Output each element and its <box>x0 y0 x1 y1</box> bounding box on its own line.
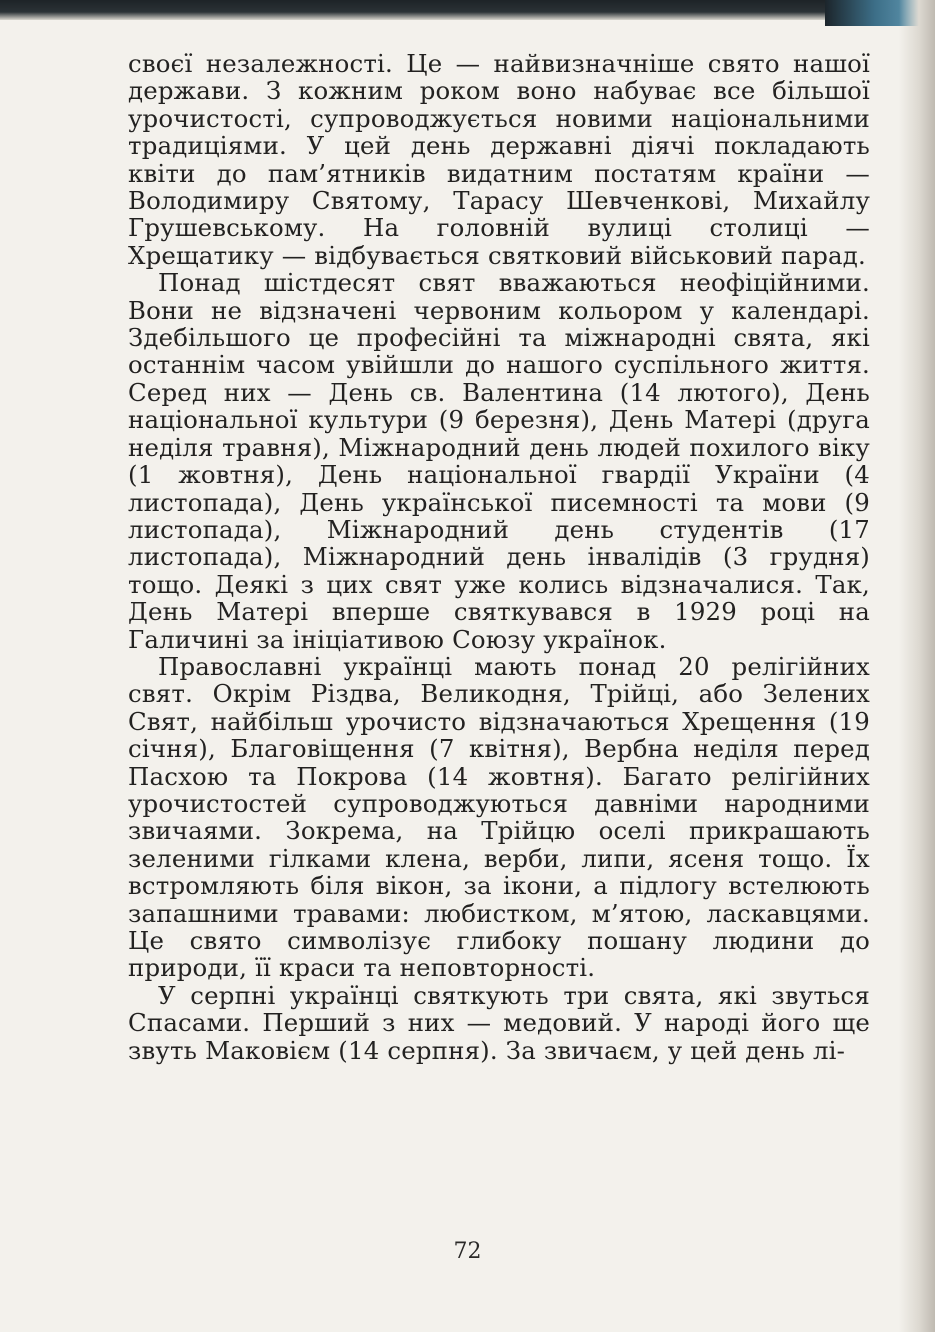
paragraph-unofficial-holidays: Понад шістдесят свят вважаються неофіційними. Вони не відзначені червоним кольором у календарі. Здебільшого це професійні та міжнародні свята, які останнім часом увійшли до нашого суспільного життя. Серед них — День св. Валентина (14 лютого), День національної культури (9 березня), День Матері (друга неділя травня), Міжнародний день людей похилого віку (1 жовтня), День національної гвардії України (4 листопада), День української писемності та мови (9 листопада), Міжнародний день студентів (17 листопада), Міжнародний день інвалідів (3 грудня) тощо. Деякі з цих свят уже колись відзначалися. Так, День Матері вперше святкувався в 1929 році на Галичині за ініціативою Союзу українок. <box>128 268 870 654</box>
page-edge-shadow <box>899 0 935 1332</box>
scan-top-edge <box>0 0 935 20</box>
page-text <box>128 50 870 1064</box>
paragraph-continued: своєї незалежності. Це — найвизначніше свято нашої держави. З кожним роком воно набуває все більшої урочистості, супроводжується новими національними традиціями. У цей день державні діячі покладають квіти до пам’ятників видатним постатям країни — Володимиру Святому, Тарасу Шевченкові, Михайлу Грушевському. На головній вулиці столиці — Хрещатику — відбувається святковий військовий парад. <box>128 49 870 270</box>
paragraph-spas-holidays: У серпні українці святкують три свята, які звуться Спасами. Перший з них — медовий. У народі його ще звуть Маковієм (14 серпня). За звичаєм, у цей день лі- <box>128 980 870 1065</box>
page-number: 72 <box>453 1239 482 1264</box>
paragraph-religious-holidays: Православні українці мають понад 20 релігійних свят. Окрім Різдва, Великодня, Трійці, або Зелених Свят, найбільш урочисто відзначаються Хрещення (19 січня), Благовіщення (7 квітня), Вербна неділя перед Пасхою та Покрова (14 жовтня). Багато релігійних урочистостей супроводжуються давніми народними звичаями. Зокрема, на Трійцю оселі прикрашають зеленими гілками клена, верби, липи, ясеня тощо. Їх встромляють біля вікон, за ікони, а підлогу встелюють запашними травами: любистком, м’ятою, ласкавцями. Це свято символізує глибоку пошану людини до природи, її краси та неповторності. <box>128 651 870 983</box>
